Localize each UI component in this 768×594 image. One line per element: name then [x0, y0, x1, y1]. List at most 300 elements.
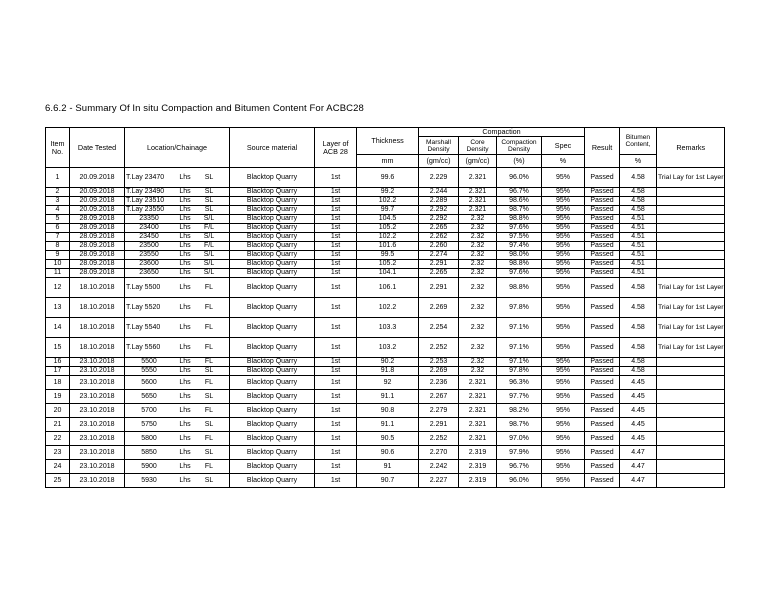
cell-lane-side: Lhs: [179, 215, 191, 223]
cell-core-density: 2.321: [459, 197, 497, 206]
table-row: [46, 460, 725, 474]
header-marshall-unit: (gm/cc): [419, 155, 459, 168]
cell-source-material: Blacktop Quarry: [230, 404, 315, 418]
cell-marshall-density: 2.289: [419, 197, 459, 206]
header-spec: Spec: [542, 137, 585, 155]
cell-remarks: [657, 197, 725, 206]
cell-item-no: 15: [46, 338, 70, 358]
cell-core-density: 2.321: [459, 390, 497, 404]
header-spec-unit: %: [542, 155, 585, 168]
cell-date-tested: 23.10.2018: [70, 474, 125, 488]
document-title: 6.6.2 - Summary Of In situ Compaction and Bitumen Content For ACBC28: [45, 103, 364, 114]
cell-thickness: 99.2: [357, 188, 419, 197]
cell-location: [125, 460, 230, 474]
cell-item-no: 18: [46, 376, 70, 390]
cell-thickness: 106.1: [357, 278, 419, 298]
cell-item-no: 24: [46, 460, 70, 474]
cell-item-no: 5: [46, 215, 70, 224]
cell-item-no: 10: [46, 260, 70, 269]
cell-layer: 1st: [315, 168, 357, 188]
cell-lane: S/L: [203, 215, 215, 223]
cell-lane-side: Lhs: [179, 233, 191, 241]
cell-remarks: [657, 242, 725, 251]
cell-marshall-density: 2.269: [419, 298, 459, 318]
cell-core-density: 2.32: [459, 260, 497, 269]
cell-compaction: 97.1%: [497, 358, 542, 367]
cell-location: [125, 206, 230, 215]
cell-chainage: 5850: [141, 448, 157, 456]
cell-chainage: 23550: [139, 251, 159, 259]
cell-remarks: Trial Lay for 1st Layer: [657, 168, 725, 188]
cell-thickness: 91: [357, 460, 419, 474]
cell-lane-side: Lhs: [179, 224, 191, 232]
cell-thickness: 92: [357, 376, 419, 390]
table-row: [46, 298, 725, 318]
cell-result: Passed: [585, 298, 620, 318]
cell-chainage: 5750: [141, 420, 157, 428]
cell-chainage: 23350: [139, 215, 159, 223]
cell-result: Passed: [585, 338, 620, 358]
cell-lane-side: Lhs: [179, 251, 191, 259]
cell-lane-side: Lhs: [179, 358, 191, 366]
cell-result: Passed: [585, 206, 620, 215]
cell-marshall-density: 2.291: [419, 418, 459, 432]
cell-remarks: [657, 474, 725, 488]
cell-compaction: 97.9%: [497, 446, 542, 460]
cell-marshall-density: 2.265: [419, 269, 459, 278]
cell-location: [125, 418, 230, 432]
cell-spec: 95%: [542, 298, 585, 318]
cell-lane: FL: [204, 343, 214, 351]
cell-compaction: 98.2%: [497, 404, 542, 418]
cell-marshall-density: 2.236: [419, 376, 459, 390]
cell-lane-side: Lhs: [179, 242, 191, 250]
cell-spec: 95%: [542, 404, 585, 418]
table-row: [46, 418, 725, 432]
cell-layer: 1st: [315, 206, 357, 215]
cell-lane: F/L: [203, 242, 215, 250]
cell-remarks: [657, 251, 725, 260]
cell-chainage: 23450: [139, 233, 159, 241]
cell-lane: S/L: [203, 260, 215, 268]
table-row: [46, 168, 725, 188]
cell-location: [125, 168, 230, 188]
cell-lane: FL: [204, 462, 214, 470]
cell-lane: S/L: [203, 233, 215, 241]
cell-core-density: 2.32: [459, 367, 497, 376]
cell-compaction: 96.0%: [497, 168, 542, 188]
cell-marshall-density: 2.260: [419, 242, 459, 251]
cell-layer: 1st: [315, 460, 357, 474]
cell-date-tested: 23.10.2018: [70, 390, 125, 404]
cell-bitumen-content: 4.51: [620, 260, 657, 269]
cell-lane: SL: [204, 197, 214, 205]
cell-source-material: Blacktop Quarry: [230, 338, 315, 358]
cell-date-tested: 28.09.2018: [70, 269, 125, 278]
cell-lane: S/L: [203, 269, 215, 277]
table-row: [46, 278, 725, 298]
cell-result: Passed: [585, 446, 620, 460]
cell-result: Passed: [585, 215, 620, 224]
cell-location: [125, 242, 230, 251]
cell-date-tested: 28.09.2018: [70, 260, 125, 269]
cell-remarks: [657, 367, 725, 376]
cell-marshall-density: 2.242: [419, 460, 459, 474]
cell-chainage: T.Lay 5540: [126, 323, 161, 331]
cell-spec: 95%: [542, 260, 585, 269]
cell-result: Passed: [585, 188, 620, 197]
cell-layer: 1st: [315, 260, 357, 269]
cell-thickness: 105.2: [357, 224, 419, 233]
cell-source-material: Blacktop Quarry: [230, 168, 315, 188]
cell-bitumen-content: 4.47: [620, 460, 657, 474]
cell-spec: 95%: [542, 376, 585, 390]
cell-result: Passed: [585, 197, 620, 206]
cell-bitumen-content: 4.58: [620, 168, 657, 188]
cell-marshall-density: 2.244: [419, 188, 459, 197]
cell-location: [125, 358, 230, 367]
cell-lane-side: Lhs: [179, 406, 191, 414]
cell-layer: 1st: [315, 404, 357, 418]
cell-item-no: 4: [46, 206, 70, 215]
cell-core-density: 2.321: [459, 188, 497, 197]
cell-marshall-density: 2.229: [419, 168, 459, 188]
cell-marshall-density: 2.252: [419, 338, 459, 358]
cell-core-density: 2.32: [459, 242, 497, 251]
cell-location: [125, 260, 230, 269]
cell-location: [125, 215, 230, 224]
cell-marshall-density: 2.252: [419, 432, 459, 446]
cell-bitumen-content: 4.51: [620, 269, 657, 278]
cell-remarks: [657, 224, 725, 233]
cell-marshall-density: 2.265: [419, 224, 459, 233]
cell-core-density: 2.321: [459, 418, 497, 432]
cell-lane-side: Lhs: [179, 392, 191, 400]
cell-source-material: Blacktop Quarry: [230, 206, 315, 215]
cell-source-material: Blacktop Quarry: [230, 446, 315, 460]
cell-result: Passed: [585, 278, 620, 298]
cell-date-tested: 18.10.2018: [70, 338, 125, 358]
cell-chainage: T.Lay 23490: [126, 188, 165, 196]
cell-lane: SL: [204, 420, 214, 428]
table-row: [46, 318, 725, 338]
cell-spec: 95%: [542, 390, 585, 404]
cell-marshall-density: 2.279: [419, 404, 459, 418]
header-compaction-group: Compaction: [419, 128, 585, 137]
cell-core-density: 2.32: [459, 233, 497, 242]
cell-location: [125, 338, 230, 358]
header-bitumen-content: Bitumen Content,: [620, 128, 657, 155]
cell-core-density: 2.321: [459, 404, 497, 418]
cell-core-density: 2.321: [459, 168, 497, 188]
cell-remarks: Trial Lay for 1st Layer: [657, 338, 725, 358]
cell-compaction: 98.7%: [497, 206, 542, 215]
cell-core-density: 2.32: [459, 278, 497, 298]
cell-bitumen-content: 4.58: [620, 298, 657, 318]
cell-core-density: 2.32: [459, 338, 497, 358]
cell-lane: FL: [204, 406, 214, 414]
cell-lane-side: Lhs: [179, 462, 191, 470]
table-row: [46, 367, 725, 376]
cell-marshall-density: 2.291: [419, 278, 459, 298]
cell-compaction: 96.7%: [497, 188, 542, 197]
cell-thickness: 102.2: [357, 197, 419, 206]
cell-core-density: 2.32: [459, 215, 497, 224]
table-row: [46, 432, 725, 446]
cell-result: Passed: [585, 269, 620, 278]
cell-item-no: 13: [46, 298, 70, 318]
cell-chainage: T.Lay 23550: [126, 206, 165, 214]
cell-bitumen-content: 4.45: [620, 390, 657, 404]
header-marshall-density: Marshall Density: [419, 137, 459, 155]
cell-layer: 1st: [315, 224, 357, 233]
cell-bitumen-content: 4.51: [620, 242, 657, 251]
cell-date-tested: 23.10.2018: [70, 460, 125, 474]
cell-bitumen-content: 4.45: [620, 418, 657, 432]
cell-bitumen-content: 4.58: [620, 188, 657, 197]
cell-thickness: 90.8: [357, 404, 419, 418]
cell-chainage: 5930: [141, 476, 157, 484]
cell-marshall-density: 2.262: [419, 233, 459, 242]
cell-bitumen-content: 4.47: [620, 446, 657, 460]
cell-location: [125, 367, 230, 376]
cell-chainage: 5800: [141, 434, 157, 442]
cell-thickness: 103.3: [357, 318, 419, 338]
cell-result: Passed: [585, 318, 620, 338]
cell-date-tested: 18.10.2018: [70, 318, 125, 338]
cell-lane-side: Lhs: [179, 197, 191, 205]
cell-location: [125, 298, 230, 318]
cell-spec: 95%: [542, 278, 585, 298]
cell-chainage: T.Lay 23510: [126, 197, 165, 205]
cell-compaction: 98.7%: [497, 418, 542, 432]
cell-remarks: [657, 418, 725, 432]
cell-layer: 1st: [315, 251, 357, 260]
cell-location: [125, 318, 230, 338]
cell-result: Passed: [585, 418, 620, 432]
cell-result: Passed: [585, 251, 620, 260]
table-row: [46, 251, 725, 260]
cell-location: [125, 224, 230, 233]
cell-core-density: 2.321: [459, 432, 497, 446]
cell-lane-side: Lhs: [179, 269, 191, 277]
cell-compaction: 97.7%: [497, 390, 542, 404]
table-row: [46, 474, 725, 488]
cell-date-tested: 28.09.2018: [70, 251, 125, 260]
cell-compaction: 97.0%: [497, 432, 542, 446]
cell-core-density: 2.319: [459, 460, 497, 474]
cell-date-tested: 23.10.2018: [70, 432, 125, 446]
cell-marshall-density: 2.267: [419, 390, 459, 404]
cell-remarks: [657, 376, 725, 390]
cell-chainage: 23500: [139, 242, 159, 250]
header-item-no: Item No.: [46, 128, 70, 168]
cell-spec: 95%: [542, 474, 585, 488]
cell-thickness: 104.1: [357, 269, 419, 278]
cell-bitumen-content: 4.51: [620, 233, 657, 242]
cell-date-tested: 28.09.2018: [70, 215, 125, 224]
cell-layer: 1st: [315, 215, 357, 224]
header-location: Location/Chainage: [125, 128, 230, 168]
cell-bitumen-content: 4.47: [620, 474, 657, 488]
cell-marshall-density: 2.292: [419, 206, 459, 215]
cell-thickness: 90.5: [357, 432, 419, 446]
compaction-summary-table: [45, 127, 725, 488]
cell-lane-side: Lhs: [179, 420, 191, 428]
cell-location: [125, 432, 230, 446]
cell-result: Passed: [585, 432, 620, 446]
cell-chainage: 5650: [141, 392, 157, 400]
cell-spec: 95%: [542, 460, 585, 474]
cell-bitumen-content: 4.51: [620, 215, 657, 224]
cell-result: Passed: [585, 168, 620, 188]
cell-result: Passed: [585, 224, 620, 233]
cell-result: Passed: [585, 474, 620, 488]
cell-bitumen-content: 4.51: [620, 224, 657, 233]
cell-date-tested: 23.10.2018: [70, 358, 125, 367]
cell-source-material: Blacktop Quarry: [230, 376, 315, 390]
cell-spec: 95%: [542, 418, 585, 432]
cell-layer: 1st: [315, 278, 357, 298]
cell-lane: SL: [204, 476, 214, 484]
cell-lane: SL: [204, 367, 214, 375]
header-compaction-density: Compaction Density: [497, 137, 542, 155]
table-row: [46, 390, 725, 404]
cell-date-tested: 20.09.2018: [70, 206, 125, 215]
cell-chainage: T.Lay 23470: [126, 173, 165, 181]
cell-result: Passed: [585, 260, 620, 269]
cell-lane-side: Lhs: [179, 323, 191, 331]
cell-source-material: Blacktop Quarry: [230, 251, 315, 260]
cell-thickness: 104.5: [357, 215, 419, 224]
cell-lane: SL: [204, 206, 214, 214]
cell-result: Passed: [585, 233, 620, 242]
cell-layer: 1st: [315, 298, 357, 318]
cell-spec: 95%: [542, 168, 585, 188]
cell-marshall-density: 2.227: [419, 474, 459, 488]
cell-lane: SL: [204, 188, 214, 196]
cell-item-no: 25: [46, 474, 70, 488]
cell-layer: 1st: [315, 390, 357, 404]
cell-spec: 95%: [542, 233, 585, 242]
cell-chainage: 5500: [141, 358, 157, 366]
cell-compaction: 98.6%: [497, 197, 542, 206]
cell-chainage: 23400: [139, 224, 159, 232]
cell-layer: 1st: [315, 376, 357, 390]
cell-remarks: [657, 358, 725, 367]
cell-lane-side: Lhs: [179, 434, 191, 442]
cell-compaction: 98.8%: [497, 260, 542, 269]
cell-marshall-density: 2.270: [419, 446, 459, 460]
cell-compaction: 96.7%: [497, 460, 542, 474]
cell-spec: 95%: [542, 215, 585, 224]
cell-location: [125, 269, 230, 278]
cell-item-no: 17: [46, 367, 70, 376]
cell-layer: 1st: [315, 197, 357, 206]
cell-spec: 95%: [542, 446, 585, 460]
cell-compaction: 97.1%: [497, 338, 542, 358]
cell-remarks: [657, 188, 725, 197]
cell-lane: SL: [204, 392, 214, 400]
cell-date-tested: 23.10.2018: [70, 418, 125, 432]
cell-compaction: 97.6%: [497, 224, 542, 233]
table-row: [46, 206, 725, 215]
cell-compaction: 98.0%: [497, 251, 542, 260]
cell-date-tested: 28.09.2018: [70, 233, 125, 242]
table-row: [46, 233, 725, 242]
cell-compaction: 96.3%: [497, 376, 542, 390]
cell-item-no: 16: [46, 358, 70, 367]
cell-lane: S/L: [203, 251, 215, 259]
cell-marshall-density: 2.269: [419, 367, 459, 376]
cell-layer: 1st: [315, 432, 357, 446]
cell-chainage: 5700: [141, 406, 157, 414]
cell-chainage: 5900: [141, 462, 157, 470]
cell-date-tested: 23.10.2018: [70, 376, 125, 390]
cell-core-density: 2.32: [459, 269, 497, 278]
cell-core-density: 2.321: [459, 376, 497, 390]
cell-spec: 95%: [542, 242, 585, 251]
cell-location: [125, 278, 230, 298]
cell-lane: FL: [204, 434, 214, 442]
cell-thickness: 91.1: [357, 418, 419, 432]
cell-lane: FL: [204, 378, 214, 386]
header-bitumen-unit: %: [620, 155, 657, 168]
cell-item-no: 20: [46, 404, 70, 418]
cell-location: [125, 390, 230, 404]
cell-compaction: 97.8%: [497, 298, 542, 318]
cell-result: Passed: [585, 367, 620, 376]
cell-source-material: Blacktop Quarry: [230, 197, 315, 206]
cell-source-material: Blacktop Quarry: [230, 269, 315, 278]
cell-source-material: Blacktop Quarry: [230, 298, 315, 318]
header-core-unit: (gm/cc): [459, 155, 497, 168]
cell-source-material: Blacktop Quarry: [230, 460, 315, 474]
cell-date-tested: 28.09.2018: [70, 224, 125, 233]
cell-bitumen-content: 4.45: [620, 376, 657, 390]
cell-item-no: 23: [46, 446, 70, 460]
cell-remarks: [657, 269, 725, 278]
cell-spec: 95%: [542, 188, 585, 197]
cell-bitumen-content: 4.58: [620, 358, 657, 367]
cell-item-no: 14: [46, 318, 70, 338]
cell-remarks: [657, 404, 725, 418]
cell-source-material: Blacktop Quarry: [230, 278, 315, 298]
cell-remarks: Trial Lay for 1st Layer: [657, 278, 725, 298]
cell-item-no: 7: [46, 233, 70, 242]
cell-date-tested: 23.10.2018: [70, 446, 125, 460]
cell-layer: 1st: [315, 474, 357, 488]
cell-chainage: T.Lay 5560: [126, 343, 161, 351]
cell-remarks: [657, 215, 725, 224]
table-row: [46, 269, 725, 278]
cell-remarks: [657, 460, 725, 474]
cell-lane: F/L: [203, 224, 215, 232]
cell-compaction: 97.1%: [497, 318, 542, 338]
cell-spec: 95%: [542, 206, 585, 215]
cell-thickness: 102.2: [357, 298, 419, 318]
cell-compaction: 97.8%: [497, 367, 542, 376]
cell-item-no: 8: [46, 242, 70, 251]
header-source-material: Source material: [230, 128, 315, 168]
cell-source-material: Blacktop Quarry: [230, 318, 315, 338]
cell-location: [125, 404, 230, 418]
cell-bitumen-content: 4.58: [620, 197, 657, 206]
cell-core-density: 2.319: [459, 446, 497, 460]
cell-layer: 1st: [315, 242, 357, 251]
cell-date-tested: 23.10.2018: [70, 367, 125, 376]
cell-lane: FL: [204, 283, 214, 291]
